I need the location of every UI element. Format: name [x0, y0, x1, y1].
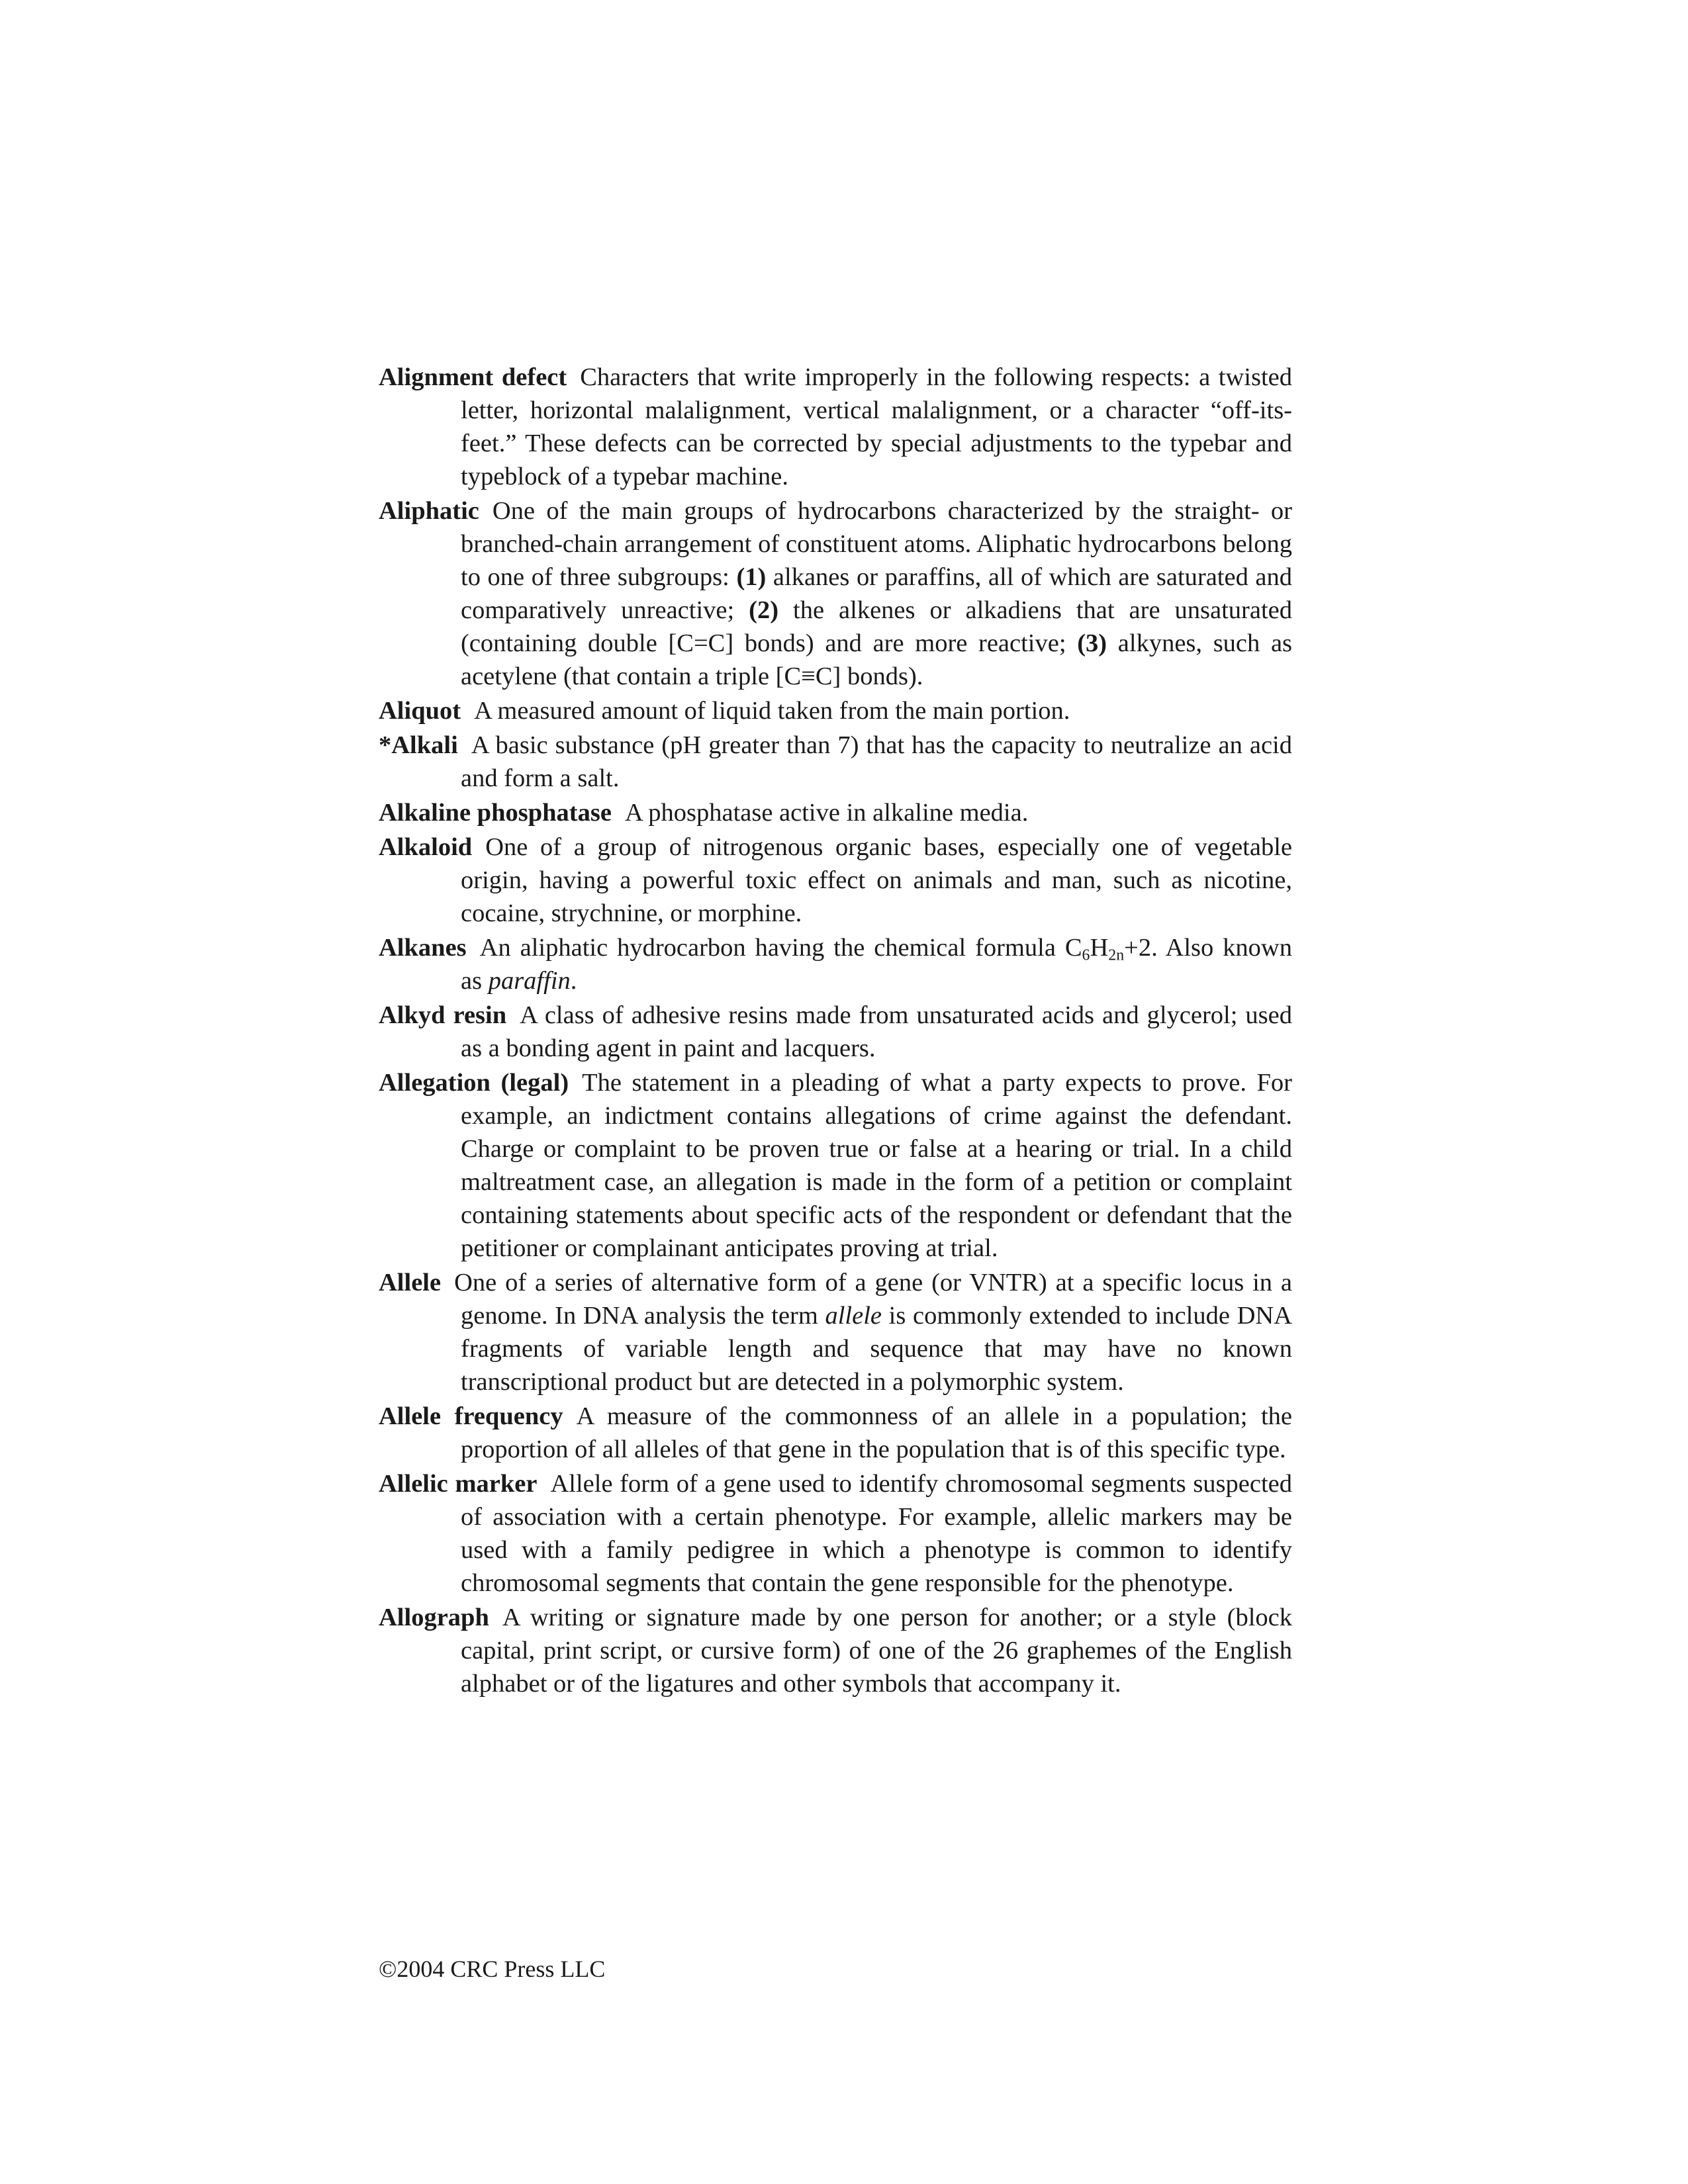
- entry-definition: [461, 1402, 1292, 1463]
- glossary-entry: [379, 796, 1292, 829]
- entry-definition: [461, 1604, 1292, 1698]
- entry-term: Alkanes: [379, 934, 467, 962]
- glossary-entry: [379, 1400, 1292, 1466]
- definition-text: Characters that write improperly in the following respects: a twisted letter, horizontal malalignment, vertical malalignment, or a character “off-its-feet.” These defects can be corrected by special adjustments to the typebar and typeblock of a typebar machine.: [461, 363, 1292, 490]
- entry-definition: [461, 363, 1292, 490]
- definition-text: H: [1090, 934, 1109, 962]
- glossary-entry: [379, 494, 1292, 693]
- entry-definition: [474, 697, 1070, 725]
- definition-text: is commonly extended to include DNA fragments of variable length and sequence that may have no known transcriptional product but are detected in a polymorphic system.: [461, 1302, 1292, 1396]
- definition-text: (1): [736, 563, 767, 591]
- entry-definition: [461, 1069, 1292, 1262]
- definition-text: (2): [749, 596, 779, 624]
- entry-definition: [461, 1001, 1292, 1062]
- glossary-entry: [379, 931, 1292, 997]
- definition-text: (3): [1077, 629, 1107, 657]
- copyright-footer: ©2004 CRC Press LLC: [379, 1956, 606, 1982]
- definition-text: .: [570, 967, 577, 995]
- entry-definition: [461, 934, 1292, 995]
- entry-term: Alkaloid: [379, 833, 473, 861]
- definition-text: alkanes or paraffins, all of which are saturated and comparatively unreactive;: [461, 563, 1292, 624]
- entry-term: Allele: [379, 1269, 442, 1297]
- definition-text: A class of adhesive resins made from unsaturated acids and glycerol; used as a bonding agent in paint and lacquers.: [461, 1001, 1292, 1062]
- entry-term: Alkyd resin: [379, 1001, 507, 1029]
- entry-definition: [461, 1470, 1292, 1597]
- glossary-body: [379, 361, 1292, 1702]
- entry-definition: [461, 497, 1292, 690]
- entry-definition: [461, 833, 1292, 927]
- entry-term: Alkaline phosphatase: [379, 799, 612, 827]
- definition-text: A phosphatase active in alkaline media.: [624, 799, 1029, 827]
- definition-text: One of the main groups of hydrocarbons characterized by the straight- or branched-chain arrangement of constituent atoms. Aliphatic hydrocarbons belong to one of three subgroups:: [461, 497, 1292, 591]
- entry-definition: [625, 799, 1028, 827]
- definition-text: alkynes, such as acetylene (that contain a triple [C≡C] bonds).: [461, 629, 1293, 690]
- glossary-entry: [379, 361, 1292, 493]
- glossary-entry: [379, 1467, 1292, 1600]
- definition-text: A basic substance (pH greater than 7) that has the capacity to neutralize an acid and form a salt.: [461, 731, 1292, 792]
- definition-text: allele: [825, 1302, 882, 1330]
- entry-term: Allele frequency: [379, 1402, 563, 1430]
- entry-term: Allograph: [379, 1604, 489, 1631]
- definition-text: A writing or signature made by one person for another; or a style (block capital, print script, or cursive form) of one of the 26 graphemes of the English alphabet or of the ligatures and other symbols that accompany it.: [461, 1604, 1292, 1698]
- definition-text: the alkenes or alkadiens that are unsaturated (containing double [C=C] bonds) and are more reactive;: [461, 596, 1292, 657]
- definition-text: 6: [1082, 946, 1090, 964]
- definition-text: An aliphatic hydrocarbon having the chemical formula C: [479, 934, 1082, 962]
- definition-text: paraffin: [488, 967, 571, 995]
- glossary-entry: [379, 1601, 1292, 1700]
- glossary-entry: [379, 831, 1292, 930]
- definition-text: +2. Also known as: [461, 934, 1292, 995]
- entry-term: Allegation (legal): [379, 1069, 569, 1097]
- definition-text: A measured amount of liquid taken from the main portion.: [474, 697, 1070, 725]
- entry-term: Aliphatic: [379, 497, 479, 525]
- glossary-entry: [379, 729, 1292, 795]
- entry-definition: [454, 1269, 1292, 1396]
- definition-text: Allele form of a gene used to identify chromosomal segments suspected of association with a certain phenotype. For example, allelic markers may be used with a family pedigree in which a phenotype is common to identify chromosomal segments that contain the gene responsible for the phenotype.: [461, 1470, 1292, 1597]
- entry-term: Alignment defect: [379, 363, 567, 391]
- glossary-entry: [379, 999, 1292, 1065]
- entry-term: Allelic marker: [379, 1470, 538, 1498]
- glossary-entry: [379, 1266, 1292, 1398]
- glossary-entry: [379, 1066, 1292, 1265]
- entry-term: *Alkali: [379, 731, 458, 759]
- entry-term: Aliquot: [379, 697, 461, 725]
- definition-text: 2n: [1108, 946, 1125, 964]
- definition-text: A measure of the commonness of an allele in a population; the proportion of all alleles of that gene in the population that is of this specific type.: [461, 1402, 1292, 1463]
- definition-text: One of a series of alternative form of a gene (or VNTR) at a specific locus in a genome. In DNA analysis the term: [454, 1269, 1292, 1330]
- definition-text: One of a group of nitrogenous organic bases, especially one of vegetable origin, having a powerful toxic effect on animals and man, such as nicotine, cocaine, strychnine, or morphine.: [461, 833, 1292, 927]
- definition-text: The statement in a pleading of what a party expects to prove. For example, an indictment contains allegations of crime against the defendant. Charge or complaint to be proven true or false at a hearing or trial. In a child maltreatment case, an allegation is made in the form of a petition or complaint containing statements about specific acts of the respondent or defendant that the petitioner or complainant anticipates proving at trial.: [461, 1069, 1292, 1262]
- glossary-entry: [379, 694, 1292, 727]
- entry-definition: [461, 731, 1292, 792]
